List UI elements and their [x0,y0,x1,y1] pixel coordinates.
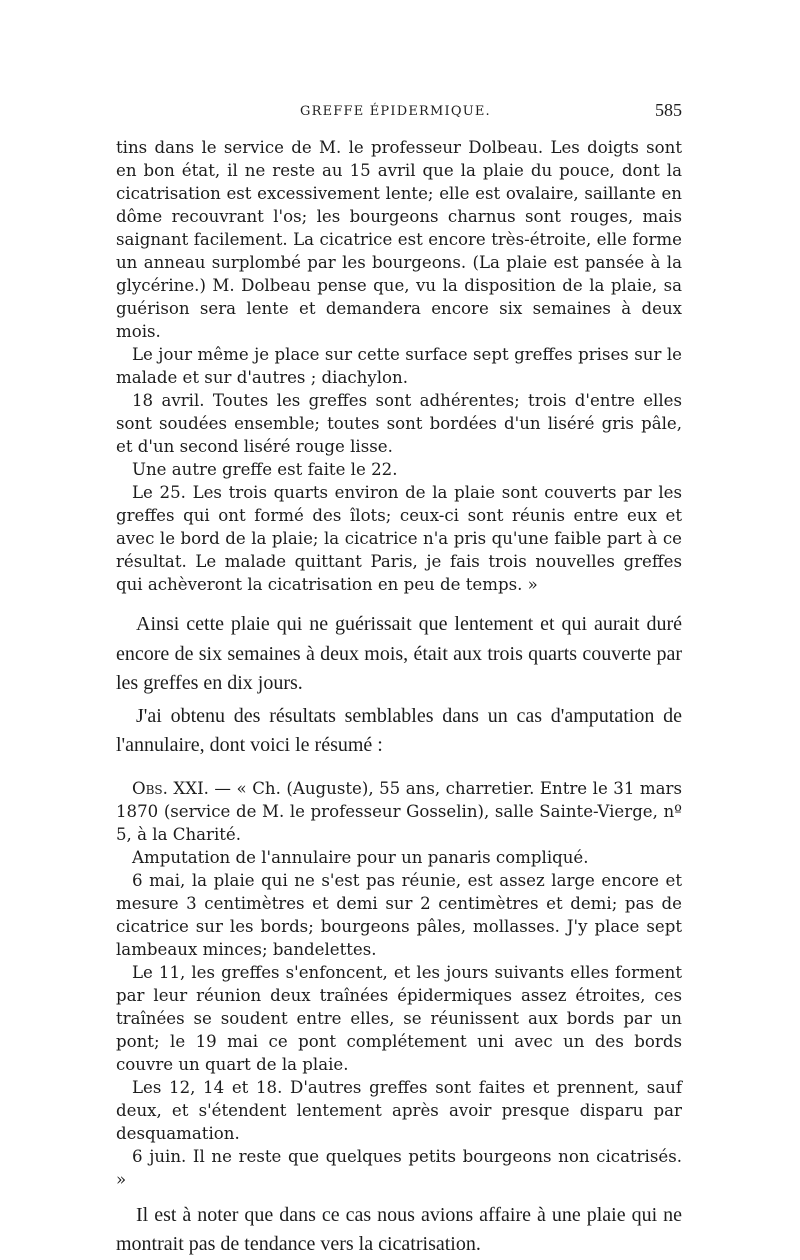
paragraph-the-11th: Le 11, les greffes s'enfoncent, et les jours suivants elles forment par leur réunion deux traînées épidermiques assez étroites, ces traînées se soudent entre elles, se réunissent aux bords par un pont; le 19 mai ce pont complétement uni avec un des bords couvre un quart de la plaie. [116,962,682,1074]
paragraph-same-day: Le jour même je place sur cette surface sept greffes prises sur le malade et sur d'autres ; diachylon. [116,345,682,387]
observation-heading [116,777,682,846]
paragraph-continued: tins dans le service de M. le professeur Dolbeau. Les doigts sont en bon état, il ne reste au 15 avril que la plaie du pouce, dont la cicatrisation est excessivement lente; elle est ovalaire, saillante en dôme recouvrant l'os; les bourgeons charnus sont rouges, mais saignant facilement. La cicatrice est encore très-étroite, elle forme un anneau surplombé par les bourgeons. (La plaie est pansée à la glycérine.) M. Dolbeau pense que, vu la disposition de la plaie, sa guérison sera lente et demandera encore six semaines à deux mois. [116,138,682,341]
paragraph-june-6: 6 juin. Il ne reste que quelques petits bourgeons non cicatrisés. » [116,1146,682,1189]
paragraph-another-graft: Une autre greffe est faite le 22. [132,460,398,479]
page-body [116,136,682,1260]
paragraph-may-6: 6 mai, la plaie qui ne s'est pas réunie, est assez large encore et mesure 3 centimètres et demi sur 2 centimètres et demi; pas de cicatrice sur les bords; bourgeons pâles, mollasses. J'y place sept lambeaux minces; bandelettes. [116,870,682,959]
paragraph-similar-results: J'ai obtenu des résultats semblables dans un cas d'amputation de l'annulaire, dont voici le résumé : [116,704,682,756]
page-header [0,100,800,124]
running-title: GREFFE ÉPIDERMIQUE. [300,104,491,119]
page-number: 585 [655,100,682,120]
paragraph-the-25th: Le 25. Les trois quarts environ de la plaie sont couverts par les greffes qui ont formé des îlots; ceux-ci sont réunis entre eux et avec le bord de la plaie; la cicatrice n'a pris qu'une faible part à ce résultat. Le malade quittant Paris, je fais trois nouvelles greffes qui achèveront la cicatrisation en peu de temps. » [116,483,682,594]
observation-label: Obs. XXI. [132,778,209,798]
paragraph-amputation: Amputation de l'annulaire pour un panaris compliqué. [132,847,589,867]
paragraph-final-note: Il est à noter que dans ce cas nous avions affaire à une plaie qui ne montrait pas de tendance vers la cicatrisation. [116,1203,682,1255]
paragraph-april-18: 18 avril. Toutes les greffes sont adhérentes; trois d'entre elles sont soudées ensemble; toutes sont bordées d'un liséré gris pâle, et d'un second liséré rouge lisse. [116,391,682,456]
paragraph-12-14-18: Les 12, 14 et 18. D'autres greffes sont faites et prennent, sauf deux, et s'étendent lentement après avoir presque disparu par desquamation. [116,1077,682,1143]
observation-intro: — « Ch. (Auguste), 55 ans, charretier. Entre le 31 mars 1870 (service de M. le professeur Gosselin), salle Sainte-Vierge, nº 5, à la Charité. [116,778,682,844]
paragraph-conclusion: Ainsi cette plaie qui ne guérissait que lentement et qui aurait duré encore de six semaines à deux mois, était aux trois quarts couverte par les greffes en dix jours. [116,613,682,694]
